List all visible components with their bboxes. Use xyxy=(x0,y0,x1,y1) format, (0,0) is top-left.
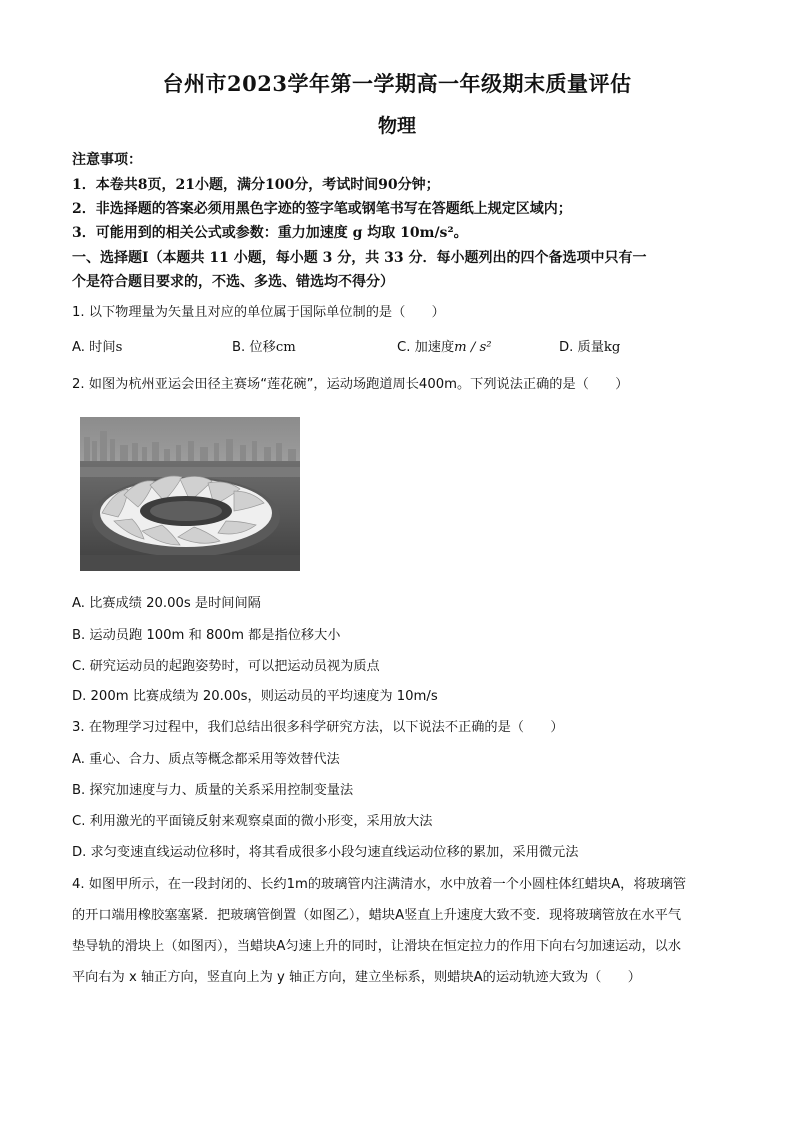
q4-line-2: 的开口端用橡胶塞塞紧．把玻璃管倒置（如图乙），蜡块A竖直上升速度大致不变．现将玻璃管放在水平气 xyxy=(72,908,682,923)
q4-line-1: 4. 如图甲所示，在一段封闭的、长约1m的玻璃管内注满清水，水中放着一个小圆柱体红蜡块A，将玻璃管 xyxy=(72,877,687,892)
q4-line-4: 平向右为 x 轴正方向，竖直向上为 y 轴正方向，建立坐标系，则蜡块A的运动轨迹大致为（ ） xyxy=(72,970,641,985)
stadium-photo xyxy=(80,417,300,571)
q2-option-b: B. 运动员跑 100m 和 800m 都是指位移大小 xyxy=(72,628,341,643)
q1-stem: 1. 以下物理量为矢量且对应的单位属于国际单位制的是（ ） xyxy=(72,305,445,320)
note-item-2: 2．非选择题的答案必须用黑色字迹的签字笔或钢笔书写在答题纸上规定区域内； xyxy=(72,201,572,217)
q1-option-b: B. 位移cm xyxy=(232,340,296,355)
q3-option-b: B. 探究加速度与力、质量的关系采用控制变量法 xyxy=(72,783,354,798)
q3-stem: 3. 在物理学习过程中，我们总结出很多科学研究方法，以下说法不正确的是（ ） xyxy=(72,720,564,735)
exam-title: 台州市2023学年第一学期高一年级期末质量评估 xyxy=(162,71,632,96)
note-item-1: 1．本卷共8页，21小题，满分100分，考试时间90分钟； xyxy=(72,177,440,193)
q1-option-a: A. 时间s xyxy=(72,340,123,355)
subject-title: 物理 xyxy=(377,115,416,137)
section-instruction-line-1: 一、选择题Ⅰ（本题共 11 小题，每小题 3 分，共 33 分．每小题列出的四个备选项中只有一 xyxy=(72,250,647,266)
q3-option-a: A. 重心、合力、质点等概念都采用等效替代法 xyxy=(72,752,340,767)
q1-option-c: C. 加速度m / s² xyxy=(397,340,492,355)
section-instruction-line-2: 个是符合题目要求的，不选、多选、错选均不得分） xyxy=(72,274,394,290)
q3-option-d: D. 求匀变速直线运动位移时，将其看成很多小段匀速直线运动位移的累加，采用微元法 xyxy=(72,845,579,860)
q2-option-a: A. 比赛成绩 20.00s 是时间间隔 xyxy=(72,596,261,611)
note-item-3: 3．可能用到的相关公式或参数：重力加速度 g 均取 10m/s²。 xyxy=(72,225,468,241)
q1-option-d: D. 质量kg xyxy=(559,340,621,355)
q4-line-3: 垫导轨的滑块上（如图丙），当蜡块A匀速上升的同时，让滑块在恒定拉力的作用下向右匀加速运动，以水 xyxy=(72,939,682,954)
q2-option-c: C. 研究运动员的起跑姿势时，可以把运动员视为质点 xyxy=(72,659,380,674)
q3-option-c: C. 利用激光的平面镜反射来观察桌面的微小形变，采用放大法 xyxy=(72,814,433,829)
q2-stem: 2. 如图为杭州亚运会田径主赛场“莲花碗”，运动场跑道周长400m。下列说法正确的是（ ） xyxy=(72,377,629,392)
notes-heading: 注意事项： xyxy=(72,152,142,168)
q2-option-d: D. 200m 比赛成绩为 20.00s，则运动员的平均速度为 10m/s xyxy=(72,689,438,704)
